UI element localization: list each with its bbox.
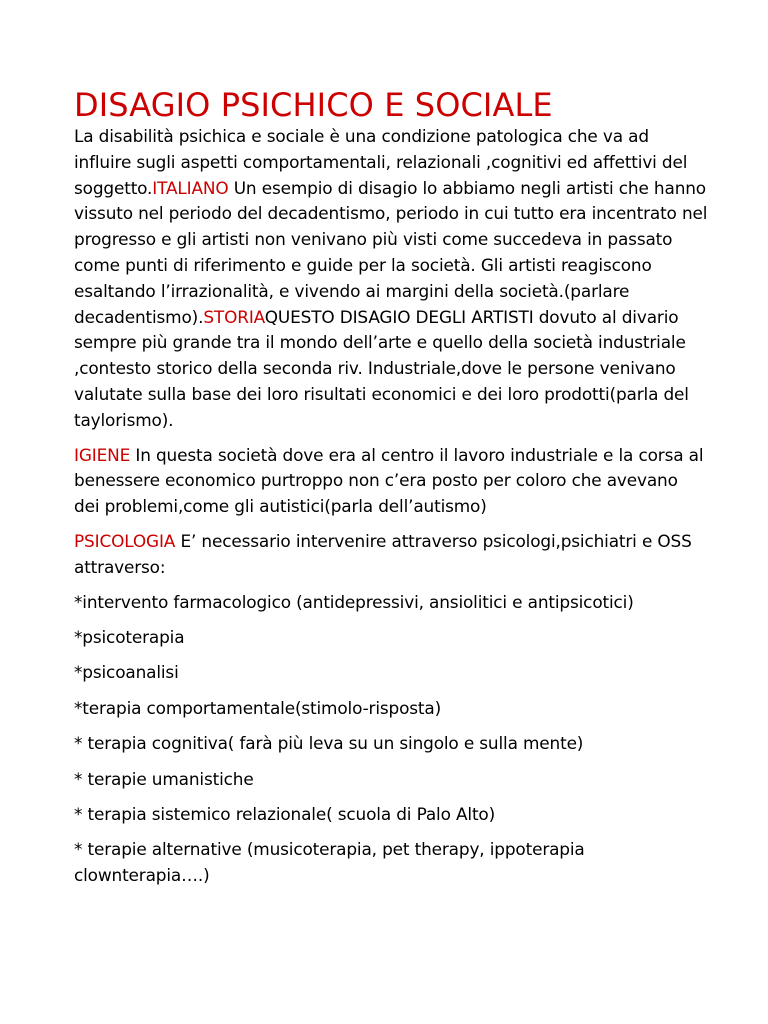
- list-item: * terapia cognitiva( farà più leva su un singolo e sulla mente): [74, 733, 584, 754]
- intro-text: La disabilità psichica e sociale è una condizione patologica che va ad influire sugli aspetti comportamentali, relazionali ,cognitivi ed affettivi del soggetto.: [74, 126, 688, 198]
- psicologia-text: E’ necessario intervenire attraverso psicologi,psichiatri e OSS attraverso:: [74, 530, 692, 577]
- list-item: *psicoanalisi: [74, 662, 179, 683]
- label-storia: STORIA: [203, 306, 265, 327]
- list-item: * terapia sistemico relazionale( scuola di Palo Alto): [74, 803, 496, 824]
- label-psicologia: PSICOLOGIA: [74, 530, 176, 551]
- igiene-text: In questa società dove era al centro il lavoro industriale e la corsa al benessere economico purtroppo non c’era posto per coloro che avevano dei problemi,come gli autistici(parla dell’autismo): [74, 444, 704, 517]
- list-item: *terapia comportamentale(stimolo-risposta): [74, 697, 442, 718]
- list-item: * terapie alternative (musicoterapia, pet therapy, ippoterapia clownterapia….): [74, 839, 585, 886]
- list-item: * terapie umanistiche: [74, 768, 254, 789]
- storia-text: QUESTO DISAGIO DEGLI ARTISTI dovuto al divario sempre più grande tra il mondo dell’arte e quello della società industriale ,contesto storico della seconda riv. Industriale,dove le persone venivano valutate sulla base dei loro risultati economici e dei loro prodotti(parla del taylorismo).: [74, 306, 689, 430]
- list-item: *psicoterapia: [74, 626, 185, 647]
- paragraph-igiene: [74, 443, 708, 520]
- label-italiano: ITALIANO: [152, 177, 229, 198]
- italiano-text: Un esempio di disagio lo abbiamo negli artisti che hanno vissuto nel periodo del decadentismo, periodo in cui tutto era incentrato nel progresso e gli artisti non venivano più visti come succedeva in passato come punti di riferimento e guide per la società. Gli artisti reagiscono esaltando l’irrazionalità, e vivendo ai margini della società.(parlare decadentismo).: [74, 177, 708, 327]
- paragraph-psicologia: [74, 529, 708, 581]
- paragraph-intro: [74, 124, 708, 434]
- document-title: DISAGIO PSICHICO E SOCIALE: [74, 86, 553, 124]
- list-item: *intervento farmacologico (antidepressivi, ansiolitici e antipsicotici): [74, 591, 634, 612]
- label-igiene: IGIENE: [74, 444, 131, 465]
